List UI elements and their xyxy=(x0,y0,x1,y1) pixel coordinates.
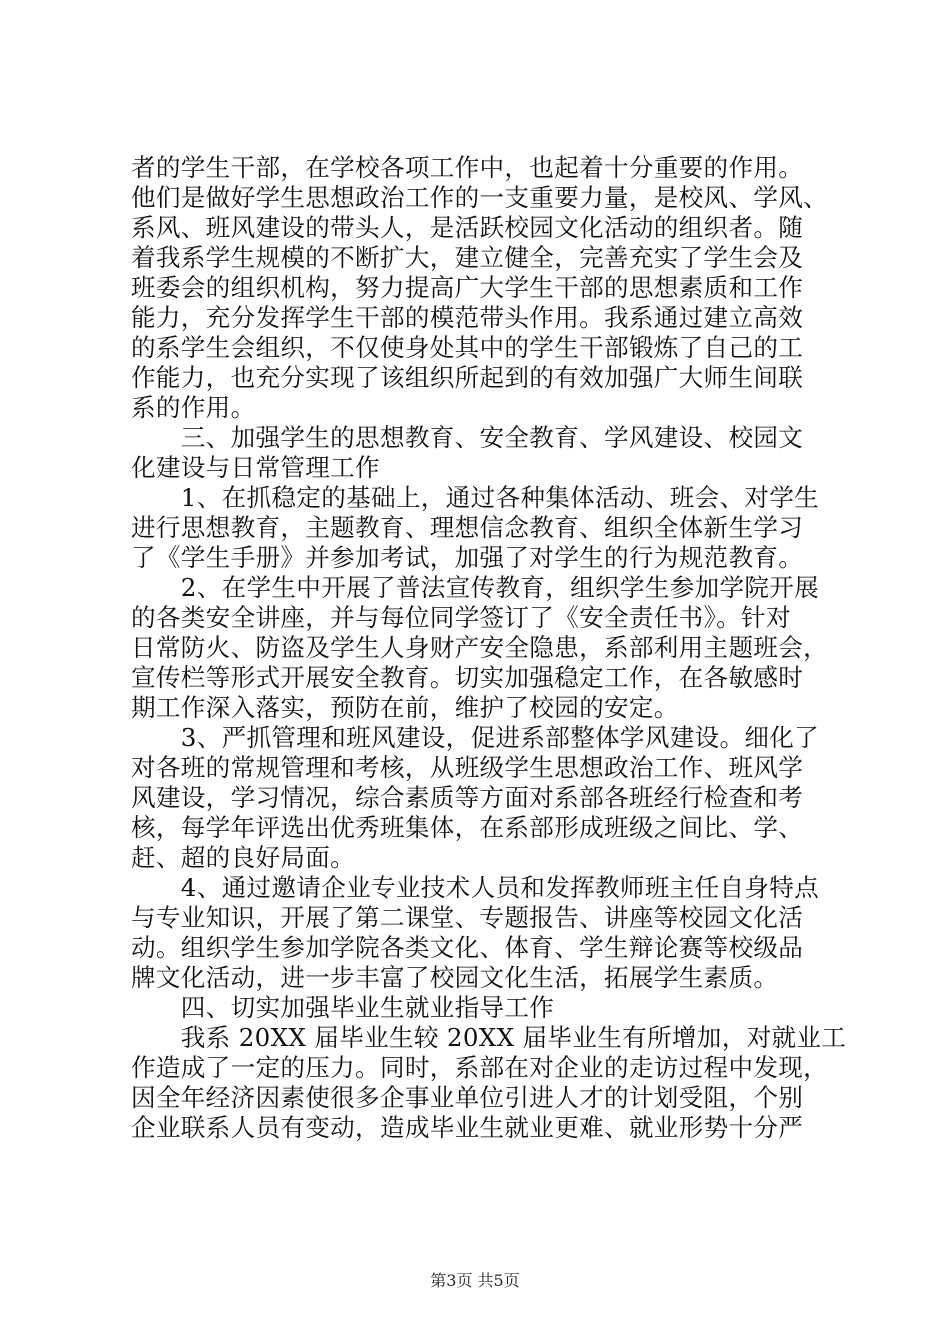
text-line: 与专业知识，开展了第二课堂、专题报告、讲座等校园文化活 xyxy=(131,903,804,932)
text-line: 三、加强学生的思想教育、安全教育、学风建设、校园文 xyxy=(131,423,804,452)
text-line: 日常防火、防盗及学生人身财产安全隐患，系部利用主题班会， xyxy=(131,633,829,662)
text-line: 了《学生手册》并参加考试，加强了对学生的行为规范教育。 xyxy=(131,543,804,572)
text-line: 系的作用。 xyxy=(131,393,256,422)
text-line: 他们是做好学生思想政治工作的一支重要力量，是校风、学风、 xyxy=(131,183,829,212)
text-line: 牌文化活动，进一步丰富了校园文化生活，拓展学生素质。 xyxy=(131,963,779,992)
text-line: 赶、超的良好局面。 xyxy=(131,843,356,872)
text-line: 核，每学年评选出优秀班集体，在系部形成班级之间比、学、 xyxy=(131,813,804,842)
text-line: 4、通过邀请企业专业技术人员和发挥教师班主任自身特点 xyxy=(131,873,820,902)
text-line: 风建设，学习情况，综合素质等方面对系部各班经行检查和考 xyxy=(131,783,804,812)
text-line: 者的学生干部，在学校各项工作中，也起着十分重要的作用。 xyxy=(131,153,804,182)
text-line: 着我系学生规模的不断扩大，建立健全，完善充实了学生会及 xyxy=(131,243,804,272)
text-line: 3、严抓管理和班风建设，促进系部整体学风建设。细化了 xyxy=(131,723,820,752)
text-line: 因全年经济因素使很多企事业单位引进人才的计划受阻，个别 xyxy=(131,1083,804,1112)
page-footer: 第3页 共5页 xyxy=(430,1271,520,1290)
text-line: 四、切实加强毕业生就业指导工作 xyxy=(131,993,555,1022)
text-line: 作造成了一定的压力。同时，系部在对企业的走访过程中发现， xyxy=(131,1053,829,1082)
text-line: 化建设与日常管理工作 xyxy=(131,453,380,482)
text-line: 期工作深入落实，预防在前，维护了校园的安定。 xyxy=(131,693,679,722)
text-line: 班委会的组织机构，努力提高广大学生干部的思想素质和工作 xyxy=(131,273,804,302)
text-line: 我系 20XX 届毕业生较 20XX 届毕业生有所增加，对就业工 xyxy=(131,1023,847,1052)
text-line: 动。组织学生参加学院各类文化、体育、学生辩论赛等校级品 xyxy=(131,933,804,962)
document-body xyxy=(131,153,847,1143)
text-line: 企业联系人员有变动，造成毕业生就业更难、就业形势十分严 xyxy=(131,1113,804,1142)
text-line: 2、在学生中开展了普法宣传教育，组织学生参加学院开展 xyxy=(131,573,820,602)
text-line: 进行思想教育，主题教育、理想信念教育、组织全体新生学习 xyxy=(131,513,804,542)
text-line: 能力，充分发挥学生干部的模范带头作用。我系通过建立高效 xyxy=(131,303,804,332)
text-line: 作能力，也充分实现了该组织所起到的有效加强广大师生间联 xyxy=(131,363,804,392)
text-line: 宣传栏等形式开展安全教育。切实加强稳定工作，在各敏感时 xyxy=(131,663,804,692)
text-line: 的系学生会组织，不仅使身处其中的学生干部锻炼了自己的工 xyxy=(131,333,804,362)
text-line: 系风、班风建设的带头人，是活跃校园文化活动的组织者。随 xyxy=(131,213,804,242)
text-line: 对各班的常规管理和考核，从班级学生思想政治工作、班风学 xyxy=(131,753,804,782)
text-line: 的各类安全讲座，并与每位同学签订了《安全责任书》。针对 xyxy=(131,603,791,632)
text-line: 1、在抓稳定的基础上，通过各种集体活动、班会、对学生 xyxy=(131,483,820,512)
